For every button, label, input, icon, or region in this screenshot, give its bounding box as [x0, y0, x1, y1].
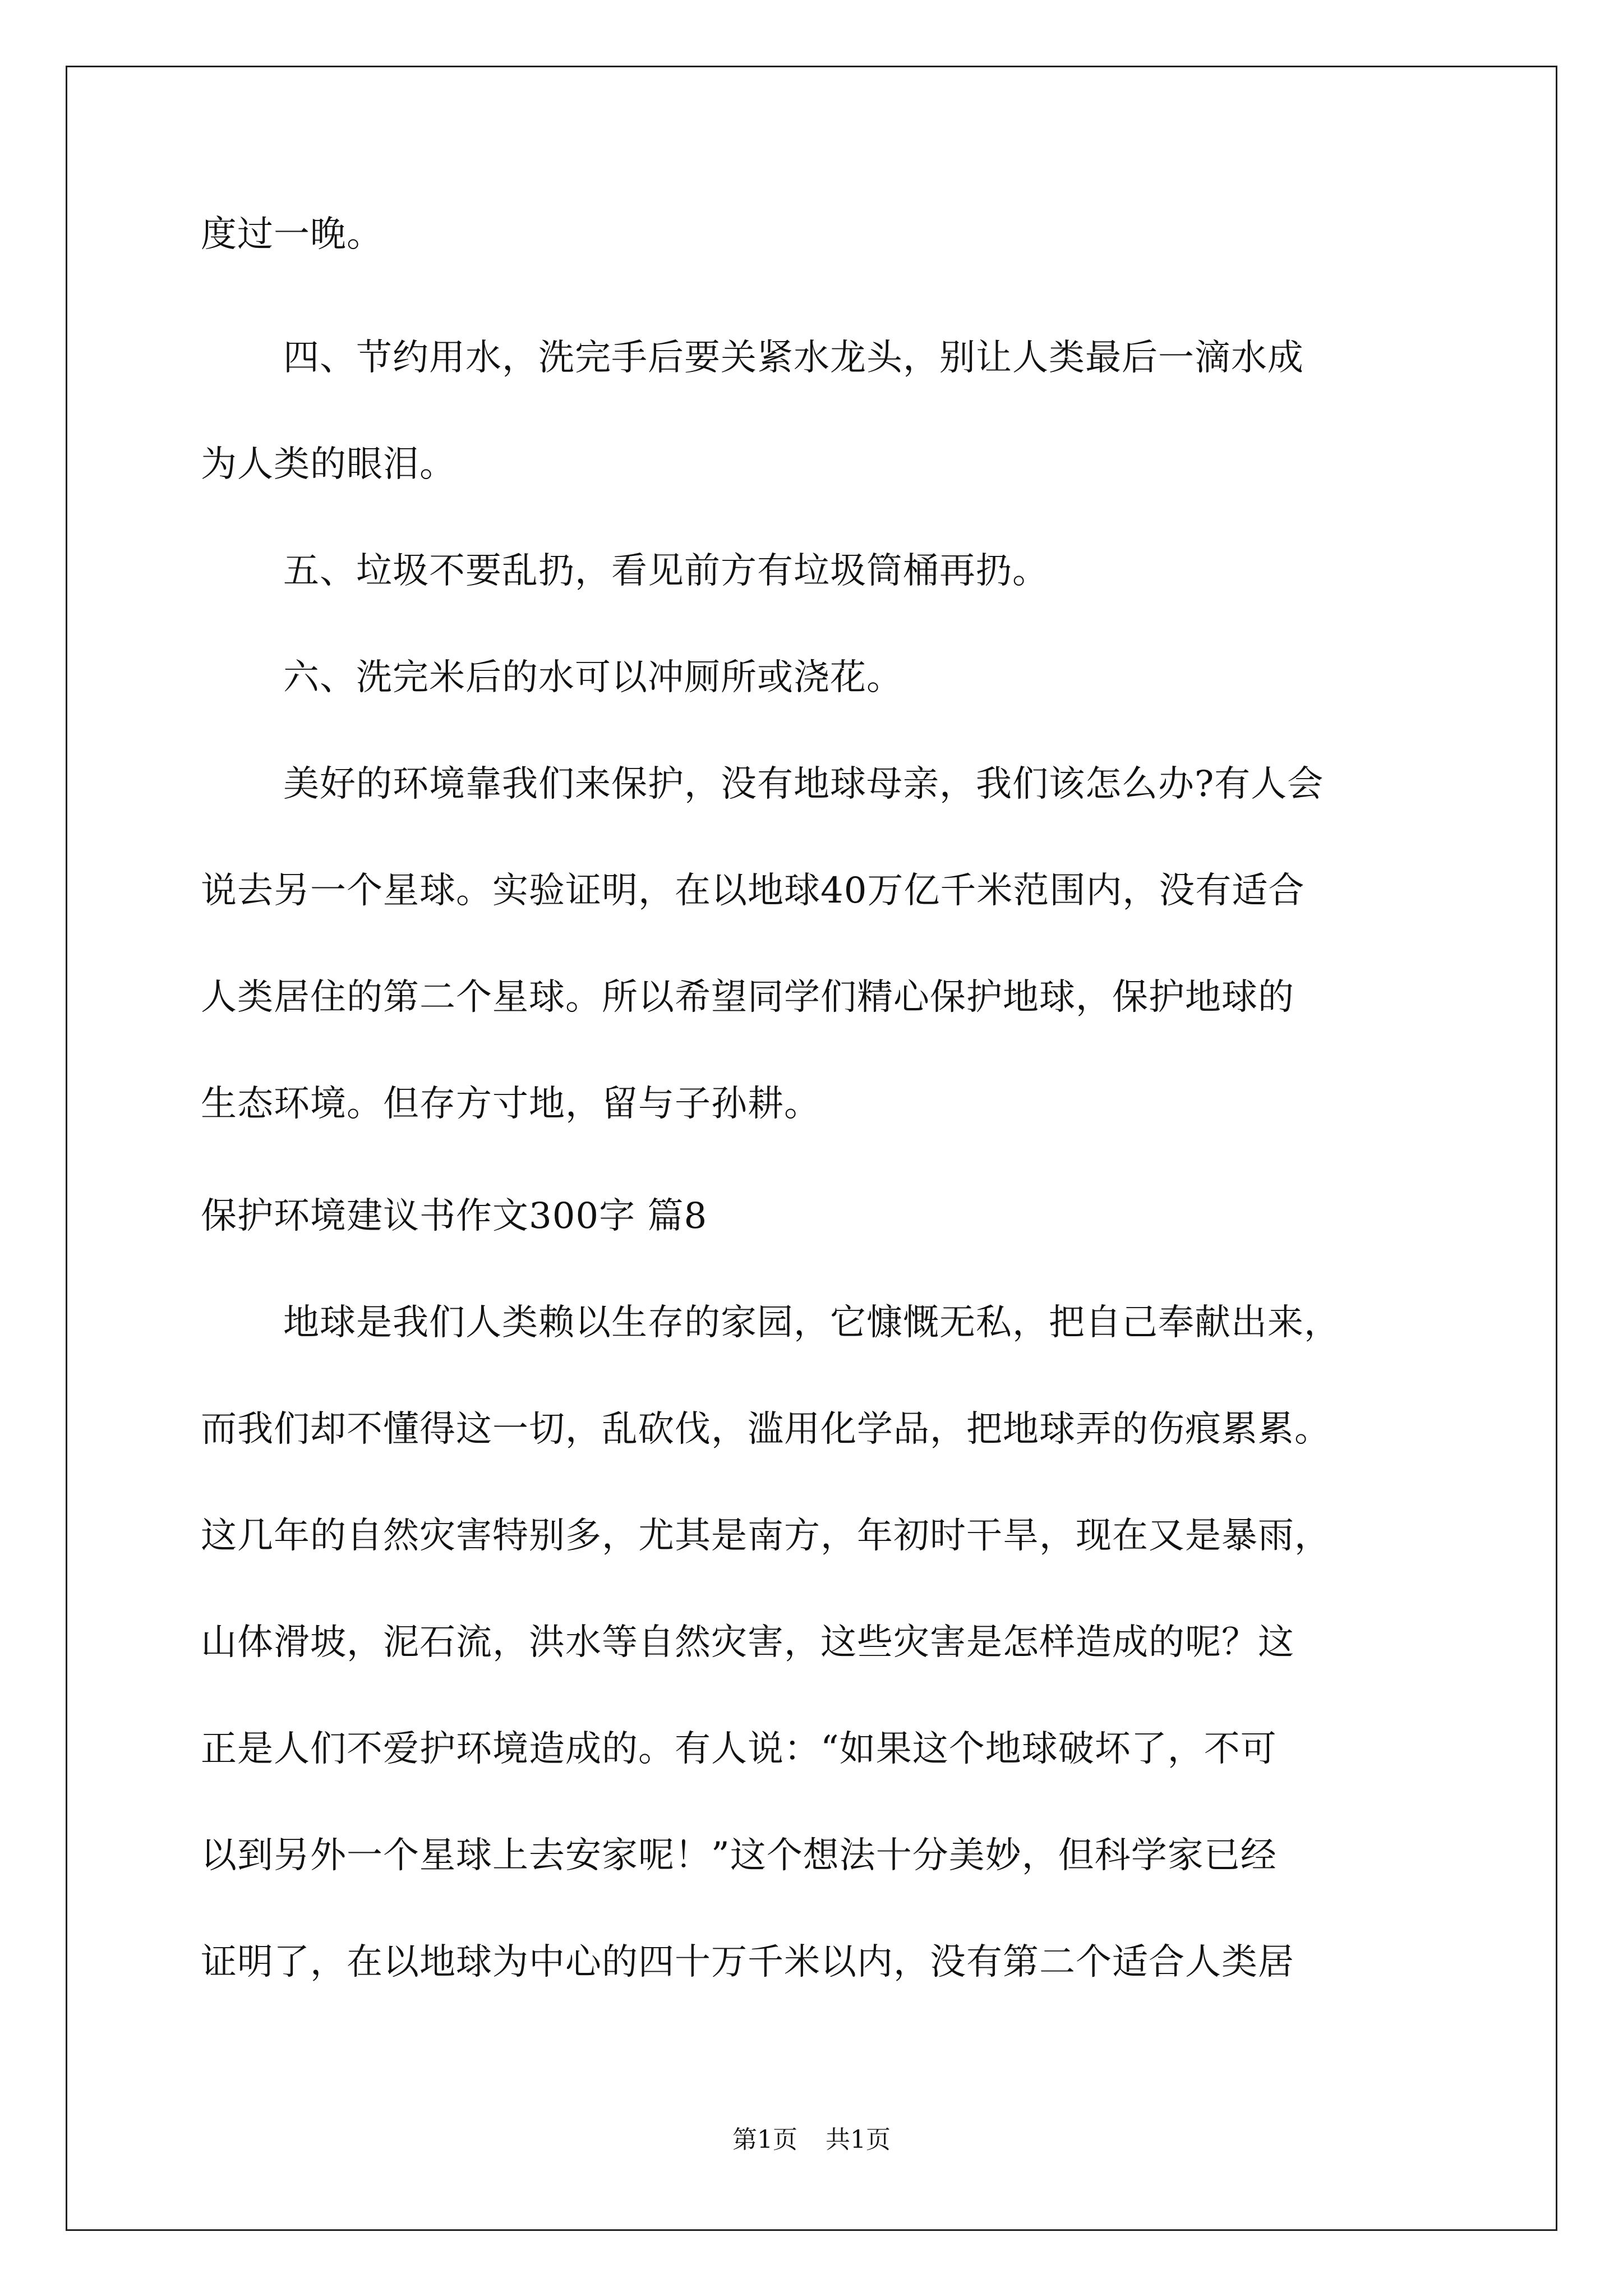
- text-line: 四、节约用水，洗完手后要关紧水龙头，别让人类最后一滴水成: [283, 337, 1304, 379]
- text-line: 而我们却不懂得这一切，乱砍伐，滥用化学品，把地球弄的伤痕累累。: [201, 1409, 1331, 1450]
- text-line: 生态环境。但存方寸地，留与子孙耕。: [201, 1083, 820, 1125]
- text-line: 山体滑坡，泥石流，洪水等自然灾害，这些灾害是怎样造成的呢？这: [201, 1622, 1294, 1663]
- text-line: 为人类的眼泪。: [201, 444, 456, 485]
- page-footer: [0, 2124, 1623, 2156]
- section-heading: 保护环境建议书作文300字 篇8: [201, 1195, 708, 1237]
- text-line: 六、洗完米后的水可以冲厕所或浇花。: [283, 657, 903, 698]
- text-line: 这几年的自然灾害特别多，尤其是南方，年初时干旱，现在又是暴雨，: [201, 1515, 1331, 1557]
- page-total: 共1页: [826, 2125, 891, 2154]
- text-line: 证明了，在以地球为中心的四十万千米以内，没有第二个适合人类居: [201, 1941, 1294, 1983]
- text-line: 美好的环境靠我们来保护，没有地球母亲，我们该怎么办?有人会: [283, 763, 1324, 805]
- text-line: 地球是我们人类赖以生存的家园，它慷慨无私，把自己奉献出来，: [283, 1302, 1340, 1343]
- text-line: 正是人们不爱护环境造成的。有人说：“如果这个地球破坏了，不可: [201, 1728, 1277, 1770]
- text-line: 以到另外一个星球上去安家呢！”这个想法十分美妙，但科学家已经: [201, 1835, 1277, 1876]
- page-frame: [66, 66, 1557, 2231]
- text-line: 五、垃圾不要乱扔，看见前方有垃圾筒桶再扔。: [283, 550, 1049, 592]
- text-line: 度过一晚。: [201, 214, 383, 255]
- text-line: 说去另一个星球。实验证明，在以地球40万亿千米范围内，没有适合: [201, 870, 1305, 912]
- text-line: 人类居住的第二个星球。所以希望同学们精心保护地球，保护地球的: [201, 977, 1294, 1018]
- page-number: 第1页: [732, 2125, 797, 2154]
